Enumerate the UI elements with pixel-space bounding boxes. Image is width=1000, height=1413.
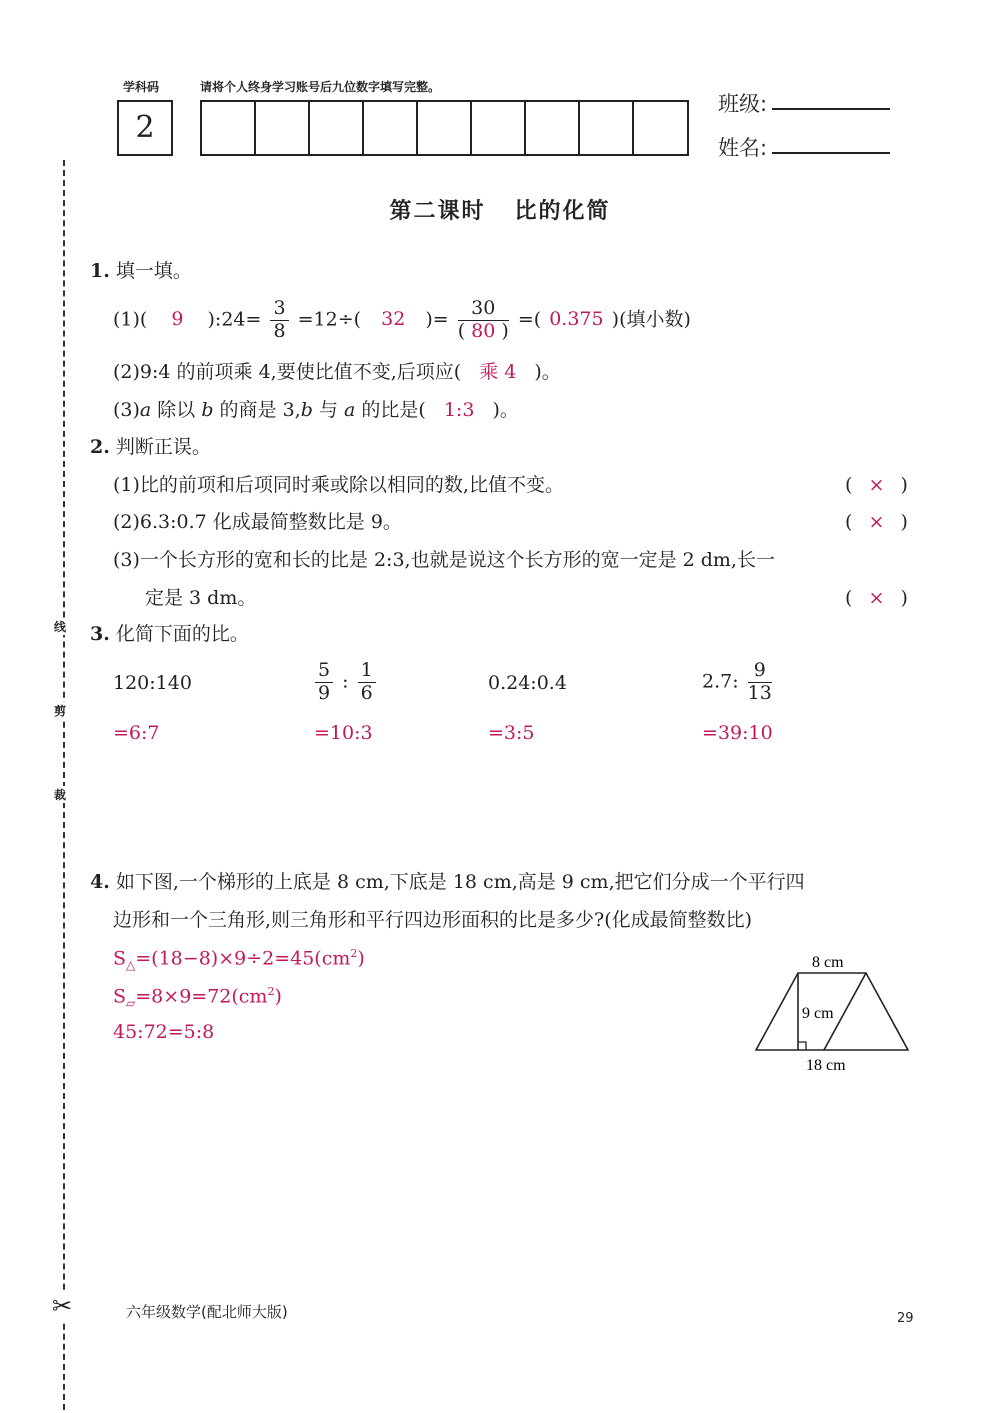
q1-fraction-3-8 [270,298,288,343]
name-field[interactable] [772,152,890,154]
digit-divider [254,102,256,154]
subject-code-box [117,100,173,156]
cut-line [63,160,65,1410]
class-label: 班级: [718,92,768,116]
account-digit-boxes[interactable] [200,100,689,156]
variable-a: a [139,399,152,421]
q1-p1-text: =12÷( [297,308,362,331]
q1-p1-text: =( [517,308,542,331]
q4-text-line2: 边形和一个三角形,则三角形和平行四边形面积的比是多少?(化成最简整数比) [113,909,753,931]
digit-divider [470,102,472,154]
digit-divider [308,102,310,154]
q4-question: 如下图,一个梯形的上底是 8 cm,下底是 18 cm,高是 9 cm,把它们分成一个平行四 [115,871,805,893]
q4-calc: ) [357,947,365,970]
cut-label: 线 [54,620,67,634]
q1-heading-text: 填一填。 [115,260,192,282]
q1-p1-answer-1[interactable]: 9 [171,308,184,331]
scissors-icon: ✂ [52,1292,73,1320]
q4-number: 4. [90,871,110,893]
q1-p1-text: )= [425,308,449,331]
q1-p3-text: 的比是( [355,399,426,421]
q1-number: 1. [90,260,110,282]
q1-p2-text: (2)9:4 的前项乘 4,要使比值不变,后项应( [113,361,462,383]
fraction-9-13 [748,660,772,705]
paren: ( [845,587,853,609]
q2-item-2: (2)6.3:0.7 化成最简整数比是 9。 [113,511,402,533]
superscript: 2 [267,985,275,998]
q4-text-line1 [90,873,805,892]
variable-a: a [344,399,356,421]
cut-label: 裁 [54,788,67,802]
q1-p3-answer[interactable]: 1:3 [443,399,475,421]
paren: ) [900,474,908,496]
q2-item-3-cont: 定是 3 dm。 [145,587,257,609]
name-label: 姓名: [718,136,768,160]
height-label: 9 cm [802,1005,834,1022]
subject-code: 2 [135,110,155,145]
page-title: 第二课时 比的化简 [389,199,611,224]
q3-expr-2 [312,660,379,705]
q4-calc: =8×9=72(cm [135,985,268,1008]
q3-answer-3[interactable]: =3:5 [488,722,535,744]
fraction-numerator: 5 [315,660,333,683]
q2-item-3: (3)一个长方形的宽和长的比是 2:3,也就是说这个长方形的宽一定是 2 dm,长一 [113,549,775,571]
fraction-numerator: 1 [358,660,376,683]
q2-answer-1[interactable]: × [868,474,885,496]
fraction-1-6 [358,660,376,705]
q3-e4-lead: 2.7: [702,670,739,693]
q3-expr-4 [702,660,775,705]
q2-item-1: (1)比的前项和后项同时乘或除以相同的数,比值不变。 [113,474,564,496]
fraction-denominator: 13 [747,681,772,704]
q4-answer-1[interactable] [113,948,365,971]
paren: ) [900,511,908,533]
q3-expr-3: 0.24:0.4 [488,672,567,694]
paren: ) [900,587,908,609]
fraction-denominator: 6 [360,681,373,704]
q1-p1-text: (1)( [113,308,148,331]
paren: ( [457,319,466,342]
area-symbol: S [113,947,127,970]
q1-p1-answer-4[interactable]: 0.375 [549,308,604,331]
fraction-numerator: 30 [458,298,509,321]
q2-number: 2. [90,436,110,458]
q2-answer-3[interactable]: × [868,587,885,609]
q1-p1-answer-3[interactable]: 80 [471,319,496,342]
q1-part3 [113,401,519,420]
digit-divider [632,102,634,154]
q2-judge-1 [845,476,908,495]
q4-answer-2[interactable] [113,986,282,1009]
q1-part2 [113,363,561,382]
digit-divider [524,102,526,154]
q4-calc: =(18−8)×9÷2=45(cm [135,947,351,970]
q1-fraction-30-80 [458,298,509,343]
q1-p2-answer[interactable]: 乘 4 [479,361,517,383]
area-symbol: S [113,985,127,1008]
q1-p1-text: ):24= [207,308,262,331]
triangle-subscript: △ [126,958,136,973]
q1-p3-text: 的商是 3, [213,399,301,421]
ratio-colon: : [342,670,349,693]
bottom-base-label: 18 cm [806,1057,846,1074]
variable-b: b [300,399,313,421]
q3-number: 3. [90,623,110,645]
q1-p1-answer-2[interactable]: 32 [381,308,406,331]
q4-calc: ) [274,985,282,1008]
paren: ( [845,474,853,496]
class-field[interactable] [772,108,890,110]
digit-divider [416,102,418,154]
variable-b: b [201,399,214,421]
fraction-denominator: 9 [318,681,331,704]
q1-p2-text: )。 [534,361,561,383]
digit-divider [578,102,580,154]
trapezoid-figure [740,945,925,1080]
fraction-denominator: 8 [273,319,286,342]
q1-p1-text: )(填小数) [611,308,691,331]
q2-answer-2[interactable]: × [868,511,885,533]
cut-label: 剪 [54,704,67,718]
q4-answer-3[interactable]: 45:72=5:8 [113,1021,215,1043]
q1-heading [90,262,192,281]
account-instruction: 请将个人终身学习账号后九位数字填写完整。 [200,80,441,94]
footer-book-title: 六年级数学(配北师大版) [126,1303,288,1321]
q2-judge-2 [845,513,908,532]
q3-heading-text: 化简下面的比。 [115,623,249,645]
subject-code-label: 学科码 [123,80,160,94]
fraction-denominator [458,321,509,343]
q1-p3-text: 与 [312,399,344,421]
q3-answer-1[interactable]: =6:7 [113,722,160,744]
q1-p3-text: )。 [492,399,519,421]
fraction-numerator: 9 [748,660,772,683]
parallelogram-subscript: ▱ [126,996,136,1011]
q3-heading [90,625,249,644]
q2-heading [90,438,211,457]
q2-judge-3 [845,589,908,608]
q1-part1 [113,298,691,343]
paren: ( [845,511,853,533]
digit-divider [362,102,364,154]
q1-p3-text: (3) [113,399,140,421]
q1-p3-text: 除以 [151,399,202,421]
superscript: 2 [350,947,358,960]
q3-answer-4[interactable]: =39:10 [702,722,773,744]
q3-expr-1: 120:140 [113,672,192,694]
paren: ) [501,319,509,342]
q2-heading-text: 判断正误。 [115,436,211,458]
top-base-label: 8 cm [812,954,844,971]
q3-answer-2[interactable]: =10:3 [314,722,373,744]
fraction-numerator: 3 [270,298,288,321]
fraction-5-9 [315,660,333,705]
page-number: 29 [897,1311,914,1326]
right-angle-mark [798,1042,806,1050]
